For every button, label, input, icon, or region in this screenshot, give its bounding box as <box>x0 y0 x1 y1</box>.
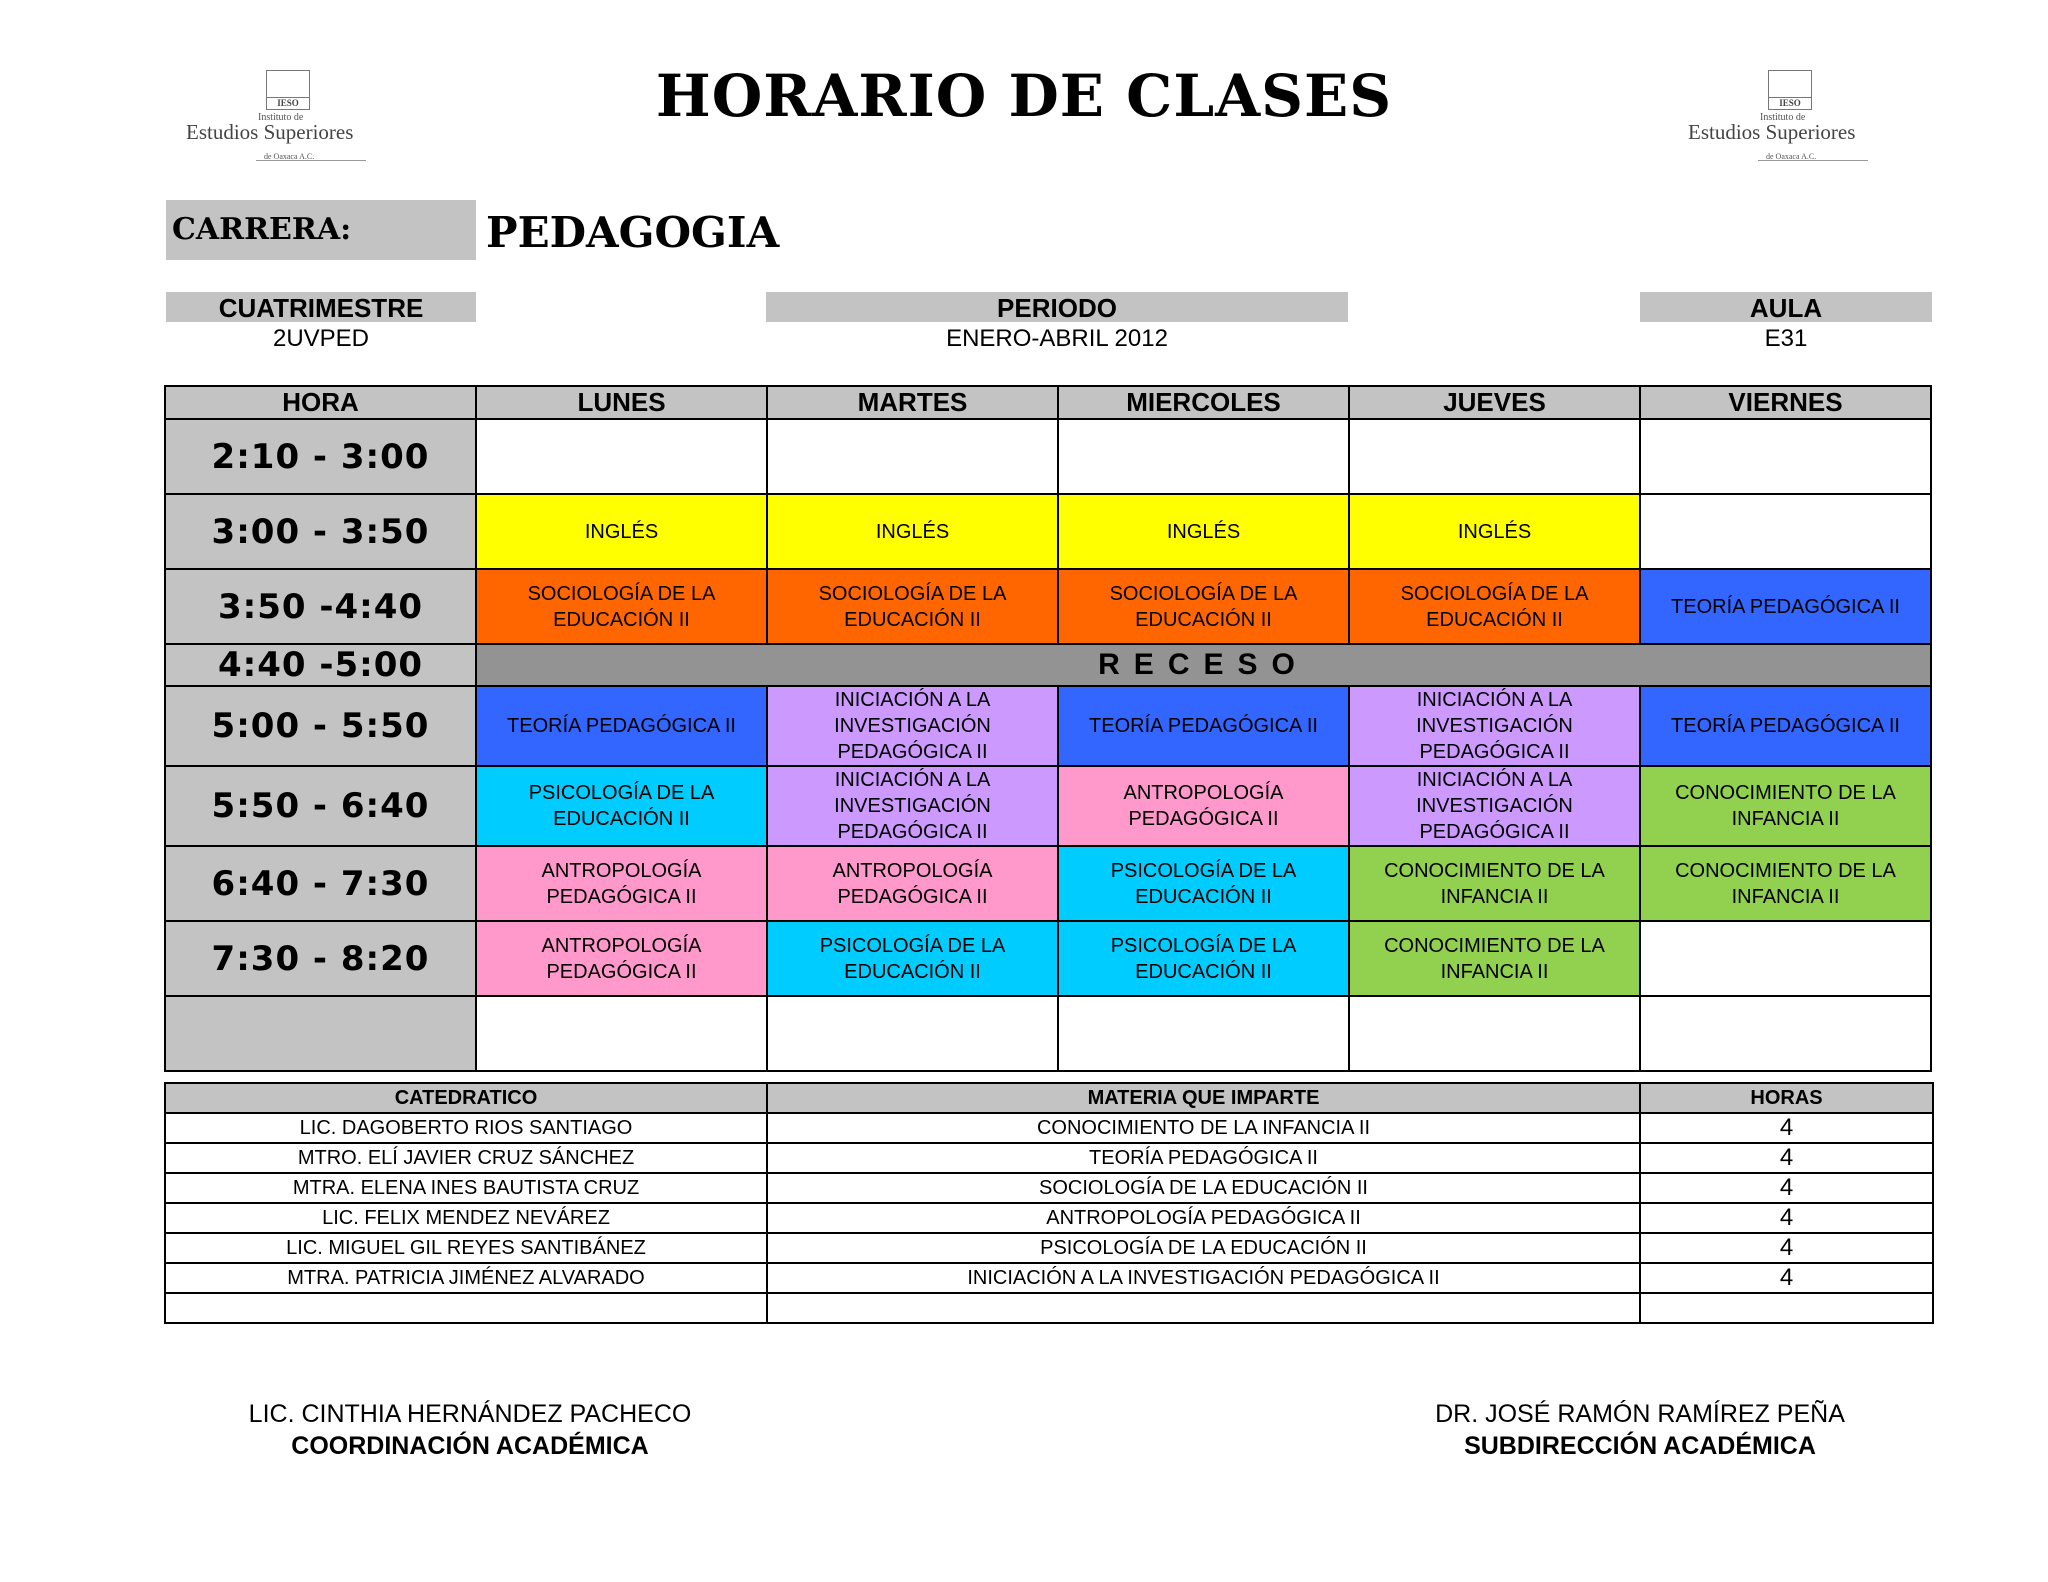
class-cell <box>767 996 1058 1071</box>
time-slot: 2:10 - 3:00 <box>165 419 476 494</box>
header-lunes: LUNES <box>476 386 767 419</box>
signature-coordinacion <box>200 1398 740 1462</box>
carrera-value: PEDAGOGIA <box>486 208 780 257</box>
class-cell <box>1058 419 1349 494</box>
class-cell: SOCIOLOGÍA DE LA EDUCACIÓN II <box>767 569 1058 644</box>
teacher-name: LIC. DAGOBERTO RIOS SANTIAGO <box>165 1113 767 1143</box>
teacher-hours: 4 <box>1640 1173 1933 1203</box>
class-cell: CONOCIMIENTO DE LA INFANCIA II <box>1640 846 1931 921</box>
teacher-hours: 4 <box>1640 1233 1933 1263</box>
teacher-subject <box>767 1293 1640 1323</box>
teacher-name: LIC. FELIX MENDEZ NEVÁREZ <box>165 1203 767 1233</box>
teachers-table <box>164 1082 1934 1324</box>
class-cell: TEORÍA PEDAGÓGICA II <box>1640 569 1931 644</box>
teacher-name: MTRO. ELÍ JAVIER CRUZ SÁNCHEZ <box>165 1143 767 1173</box>
schedule-row <box>165 569 1931 644</box>
class-cell: PSICOLOGÍA DE LA EDUCACIÓN II <box>476 766 767 846</box>
class-cell: SOCIOLOGÍA DE LA EDUCACIÓN II <box>1058 569 1349 644</box>
logo-emblem: IESO <box>1768 70 1812 110</box>
class-cell: CONOCIMIENTO DE LA INFANCIA II <box>1349 921 1640 996</box>
header-catedratico: CATEDRATICO <box>165 1083 767 1113</box>
teacher-row <box>165 1173 1933 1203</box>
time-slot: 3:50 -4:40 <box>165 569 476 644</box>
teacher-subject: PSICOLOGÍA DE LA EDUCACIÓN II <box>767 1233 1640 1263</box>
schedule-row <box>165 996 1931 1071</box>
class-cell: ANTROPOLOGÍA PEDAGÓGICA II <box>1058 766 1349 846</box>
teacher-subject: INICIACIÓN A LA INVESTIGACIÓN PEDAGÓGICA II <box>767 1263 1640 1293</box>
teacher-row <box>165 1263 1933 1293</box>
class-cell <box>1349 419 1640 494</box>
teacher-hours <box>1640 1293 1933 1323</box>
class-cell: SOCIOLOGÍA DE LA EDUCACIÓN II <box>476 569 767 644</box>
signature-role: SUBDIRECCIÓN ACADÉMICA <box>1464 1432 1816 1460</box>
signature-name: LIC. CINTHIA HERNÁNDEZ PACHECO <box>248 1400 692 1428</box>
class-cell: ANTROPOLOGÍA PEDAGÓGICA II <box>476 921 767 996</box>
signature-name: DR. JOSÉ RAMÓN RAMÍREZ PEÑA <box>1435 1400 1845 1428</box>
schedule-row <box>165 494 1931 569</box>
header-jueves: JUEVES <box>1349 386 1640 419</box>
time-slot: 5:50 - 6:40 <box>165 766 476 846</box>
schedule-row <box>165 686 1931 766</box>
class-cell: INGLÉS <box>1058 494 1349 569</box>
schedule-table <box>164 385 1932 1072</box>
teacher-subject: TEORÍA PEDAGÓGICA II <box>767 1143 1640 1173</box>
teacher-hours: 4 <box>1640 1143 1933 1173</box>
class-cell: TEORÍA PEDAGÓGICA II <box>1640 686 1931 766</box>
time-slot: 3:00 - 3:50 <box>165 494 476 569</box>
class-cell <box>1058 996 1349 1071</box>
teacher-row <box>165 1203 1933 1233</box>
schedule-row <box>165 846 1931 921</box>
time-slot <box>165 996 476 1071</box>
class-cell: TEORÍA PEDAGÓGICA II <box>476 686 767 766</box>
logo-emblem: IESO <box>266 70 310 110</box>
class-cell <box>1640 921 1931 996</box>
aula-value: E31 <box>1764 325 1808 352</box>
page-title: HORARIO DE CLASES <box>655 62 1393 130</box>
class-cell: CONOCIMIENTO DE LA INFANCIA II <box>1640 766 1931 846</box>
teacher-row <box>165 1143 1933 1173</box>
signature-role: COORDINACIÓN ACADÉMICA <box>291 1432 649 1460</box>
class-cell: ANTROPOLOGÍA PEDAGÓGICA II <box>476 846 767 921</box>
class-cell: TEORÍA PEDAGÓGICA II <box>1058 686 1349 766</box>
time-slot: 6:40 - 7:30 <box>165 846 476 921</box>
time-slot: 7:30 - 8:20 <box>165 921 476 996</box>
class-cell: INICIACIÓN A LA INVESTIGACIÓN PEDAGÓGICA II <box>1349 686 1640 766</box>
teacher-row <box>165 1233 1933 1263</box>
teacher-name: MTRA. PATRICIA JIMÉNEZ ALVARADO <box>165 1263 767 1293</box>
header-horas: HORAS <box>1640 1083 1933 1113</box>
header-martes: MARTES <box>767 386 1058 419</box>
aula-label: AULA <box>1640 292 1932 322</box>
class-cell <box>1640 996 1931 1071</box>
receso-cell: RECESO <box>476 644 1931 686</box>
schedule-header-row <box>165 386 1931 419</box>
class-cell: INICIACIÓN A LA INVESTIGACIÓN PEDAGÓGICA II <box>1349 766 1640 846</box>
class-cell: ANTROPOLOGÍA PEDAGÓGICA II <box>767 846 1058 921</box>
teacher-hours: 4 <box>1640 1263 1933 1293</box>
class-cell <box>476 419 767 494</box>
class-cell <box>1640 419 1931 494</box>
teacher-row <box>165 1113 1933 1143</box>
header-viernes: VIERNES <box>1640 386 1931 419</box>
teacher-name <box>165 1293 767 1323</box>
institute-logo-left: IESO Instituto de Estudios Superiores de Oaxaca A.C. <box>186 70 386 170</box>
institute-logo-right: IESO Instituto de Estudios Superiores de Oaxaca A.C. <box>1688 70 1888 170</box>
signature-subdireccion <box>1370 1398 1910 1462</box>
class-cell: CONOCIMIENTO DE LA INFANCIA II <box>1349 846 1640 921</box>
teacher-hours: 4 <box>1640 1113 1933 1143</box>
class-cell <box>476 996 767 1071</box>
class-cell: PSICOLOGÍA DE LA EDUCACIÓN II <box>1058 846 1349 921</box>
class-cell: INGLÉS <box>476 494 767 569</box>
schedule-row-receso <box>165 644 1931 686</box>
teacher-subject: ANTROPOLOGÍA PEDAGÓGICA II <box>767 1203 1640 1233</box>
time-slot: 5:00 - 5:50 <box>165 686 476 766</box>
class-cell: SOCIOLOGÍA DE LA EDUCACIÓN II <box>1349 569 1640 644</box>
time-slot: 4:40 -5:00 <box>165 644 476 686</box>
header-materia: MATERIA QUE IMPARTE <box>767 1083 1640 1113</box>
periodo-value: ENERO-ABRIL 2012 <box>946 325 1168 352</box>
schedule-row <box>165 419 1931 494</box>
teacher-subject: SOCIOLOGÍA DE LA EDUCACIÓN II <box>767 1173 1640 1203</box>
class-cell <box>767 419 1058 494</box>
teacher-hours: 4 <box>1640 1203 1933 1233</box>
header-miercoles: MIERCOLES <box>1058 386 1349 419</box>
teacher-name: MTRA. ELENA INES BAUTISTA CRUZ <box>165 1173 767 1203</box>
cuatrimestre-label: CUATRIMESTRE <box>166 292 476 322</box>
class-cell <box>1640 494 1931 569</box>
class-cell: INICIACIÓN A LA INVESTIGACIÓN PEDAGÓGICA II <box>767 686 1058 766</box>
class-cell <box>1349 996 1640 1071</box>
teachers-header-row <box>165 1083 1933 1113</box>
header-hora: HORA <box>165 386 476 419</box>
class-cell: INICIACIÓN A LA INVESTIGACIÓN PEDAGÓGICA II <box>767 766 1058 846</box>
teacher-name: LIC. MIGUEL GIL REYES SANTIBÁNEZ <box>165 1233 767 1263</box>
cuatrimestre-value: 2UVPED <box>272 325 370 352</box>
class-cell: INGLÉS <box>1349 494 1640 569</box>
teacher-row <box>165 1293 1933 1323</box>
schedule-row <box>165 766 1931 846</box>
teacher-subject: CONOCIMIENTO DE LA INFANCIA II <box>767 1113 1640 1143</box>
periodo-label: PERIODO <box>766 292 1348 322</box>
class-cell: PSICOLOGÍA DE LA EDUCACIÓN II <box>1058 921 1349 996</box>
schedule-row <box>165 921 1931 996</box>
carrera-label: CARRERA: <box>166 200 476 260</box>
class-cell: INGLÉS <box>767 494 1058 569</box>
class-cell: PSICOLOGÍA DE LA EDUCACIÓN II <box>767 921 1058 996</box>
